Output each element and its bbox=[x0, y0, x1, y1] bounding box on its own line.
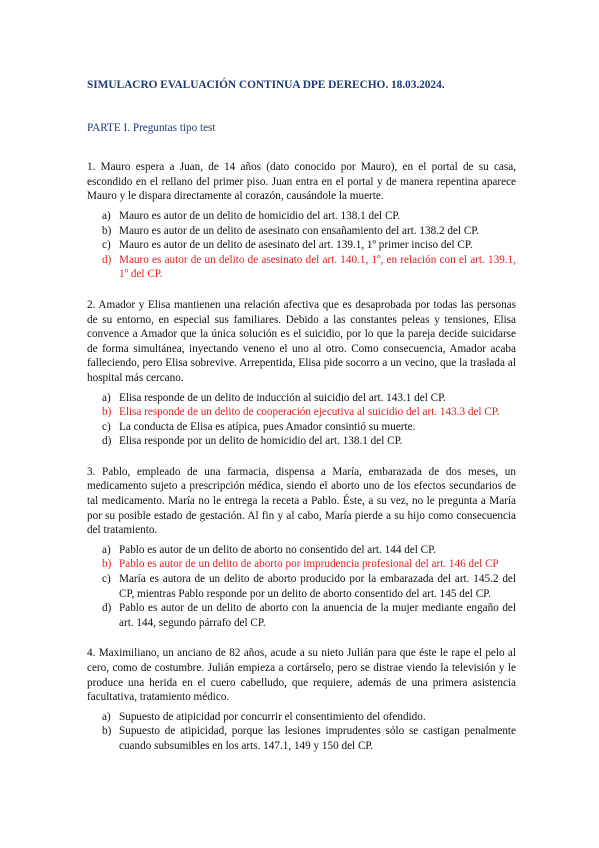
option-letter: a) bbox=[102, 391, 111, 404]
option-list bbox=[87, 209, 516, 282]
option-b-correct bbox=[87, 405, 516, 420]
option-a bbox=[87, 543, 516, 558]
option-letter: c) bbox=[102, 420, 111, 433]
option-letter: b) bbox=[102, 558, 112, 571]
question-1 bbox=[87, 160, 516, 282]
option-c bbox=[87, 420, 516, 435]
option-letter: a) bbox=[102, 209, 111, 222]
option-letter: c) bbox=[102, 573, 111, 586]
option-text: Supuesto de atipicidad por concurrir el consentimiento del ofendido. bbox=[119, 710, 426, 723]
option-letter: a) bbox=[102, 710, 111, 723]
option-c bbox=[87, 238, 516, 253]
document-title: SIMULACRO EVALUACIÓN CONTINUA DPE DERECHO. 18.03.2024. bbox=[87, 79, 445, 91]
option-d bbox=[87, 601, 516, 630]
question-2 bbox=[87, 298, 516, 449]
option-a bbox=[87, 209, 516, 224]
option-letter: b) bbox=[102, 406, 112, 419]
option-text: Pablo es autor de un delito de aborto no consentido del art. 144 del CP. bbox=[119, 543, 436, 556]
option-c bbox=[87, 572, 516, 601]
option-d-correct bbox=[87, 253, 516, 282]
option-a bbox=[87, 710, 516, 725]
option-d bbox=[87, 434, 516, 449]
question-stem: 2. Amador y Elisa mantienen una relación afectiva que es desaprobada por todas las personas de su entorno, en especial sus familiares. Debido a las constantes peleas y tensiones, Elisa convence a Amador que la única solución es el suicidio, por lo que la pareja decide suicidarse de forma simultánea, inyectando veneno el uno al otro. Como consecuencia, Amador acaba falleciendo, pero Elisa sobrevive. Arrepentida, Elisa pide socorro a un vecino, que la traslada al hospital más cercano. bbox=[87, 298, 516, 384]
question-3 bbox=[87, 465, 516, 631]
option-b bbox=[87, 724, 516, 753]
option-letter: d) bbox=[102, 602, 112, 615]
option-text: Mauro es autor de un delito de asesinato del art. 140.1, 1º, en relación con el art. 139.1, 1º del CP. bbox=[119, 253, 516, 281]
option-text: María es autora de un delito de aborto producido por la embarazada del art. 145.2 del CP, mientras Pablo responde por un delito de aborto consentido del art. 145 del CP. bbox=[119, 573, 516, 600]
option-letter: b) bbox=[102, 224, 112, 237]
part-heading: PARTE I. Preguntas tipo test bbox=[87, 121, 216, 134]
option-a bbox=[87, 391, 516, 406]
question-stem: 3. Pablo, empleado de una farmacia, dispensa a María, embarazada de dos meses, un medicamento sujeto a prescripción médica, siendo el aborto uno de los efectos secundarios de tal medicamento. María no le entrega la receta a Pablo. Éste, a su vez, no le pregunta a María por su posible estado de gestación. Al fin y al cabo, María pierde a su hijo como consecuencia del tratamiento. bbox=[87, 465, 516, 537]
option-letter: a) bbox=[102, 543, 111, 556]
option-text: Mauro es autor de un delito de homicidio del art. 138.1 del CP. bbox=[119, 209, 401, 222]
option-letter: b) bbox=[102, 725, 112, 738]
option-text: Elisa responde de un delito de cooperación ejecutiva al suicidio del art. 143.3 del CP. bbox=[119, 406, 500, 419]
option-letter: d) bbox=[102, 435, 112, 448]
option-text: Elisa responde por un delito de homicidio del art. 138.1 del CP. bbox=[119, 435, 403, 448]
option-letter: c) bbox=[102, 239, 111, 252]
option-text: La conducta de Elisa es atípica, pues Amador consintió su muerte. bbox=[119, 420, 416, 433]
option-text: Mauro es autor de un delito de asesinato con ensañamiento del art. 138.2 del CP. bbox=[119, 224, 480, 237]
option-text: Supuesto de atipicidad, porque las lesiones imprudentes sólo se castigan penalmente cuando subsumibles en los arts. 147.1, 149 y 150 del CP. bbox=[119, 725, 516, 752]
option-text: Elisa responde de un delito de inducción al suicidio del art. 143.1 del CP. bbox=[119, 391, 446, 404]
question-stem: 1. Mauro espera a Juan, de 14 años (dato conocido por Mauro), en el portal de su casa, escondido en el rellano del primer piso. Juan entra en el portal y de manera repentina aparece Mauro y le dispara directamente al corazón, causándole la muerte. bbox=[87, 161, 516, 203]
option-text: Pablo es autor de un delito de aborto por imprudencia profesional del art. 146 del CP bbox=[119, 558, 499, 571]
option-b-correct bbox=[87, 557, 516, 572]
option-list bbox=[87, 710, 516, 754]
option-text: Pablo es autor de un delito de aborto con la anuencia de la mujer mediante engaño del art. 144, segundo párrafo del CP. bbox=[119, 602, 516, 629]
option-list bbox=[87, 391, 516, 449]
question-4 bbox=[87, 646, 516, 753]
option-list bbox=[87, 543, 516, 631]
question-stem: 4. Maximiliano, un anciano de 82 años, acude a su nieto Julián para que éste le rape el pelo al cero, como de costumbre. Julián empieza a cortárselo, pero se distrae viendo la televisión y le produce una herida en el cuero cabelludo, que requiere, además de una primera asistencia facultativa, tratamiento médico. bbox=[87, 647, 516, 704]
option-text: Mauro es autor de un delito de asesinato del art. 139.1, 1º primer inciso del CP. bbox=[119, 239, 473, 252]
option-b bbox=[87, 224, 516, 239]
option-letter: d) bbox=[102, 253, 112, 266]
